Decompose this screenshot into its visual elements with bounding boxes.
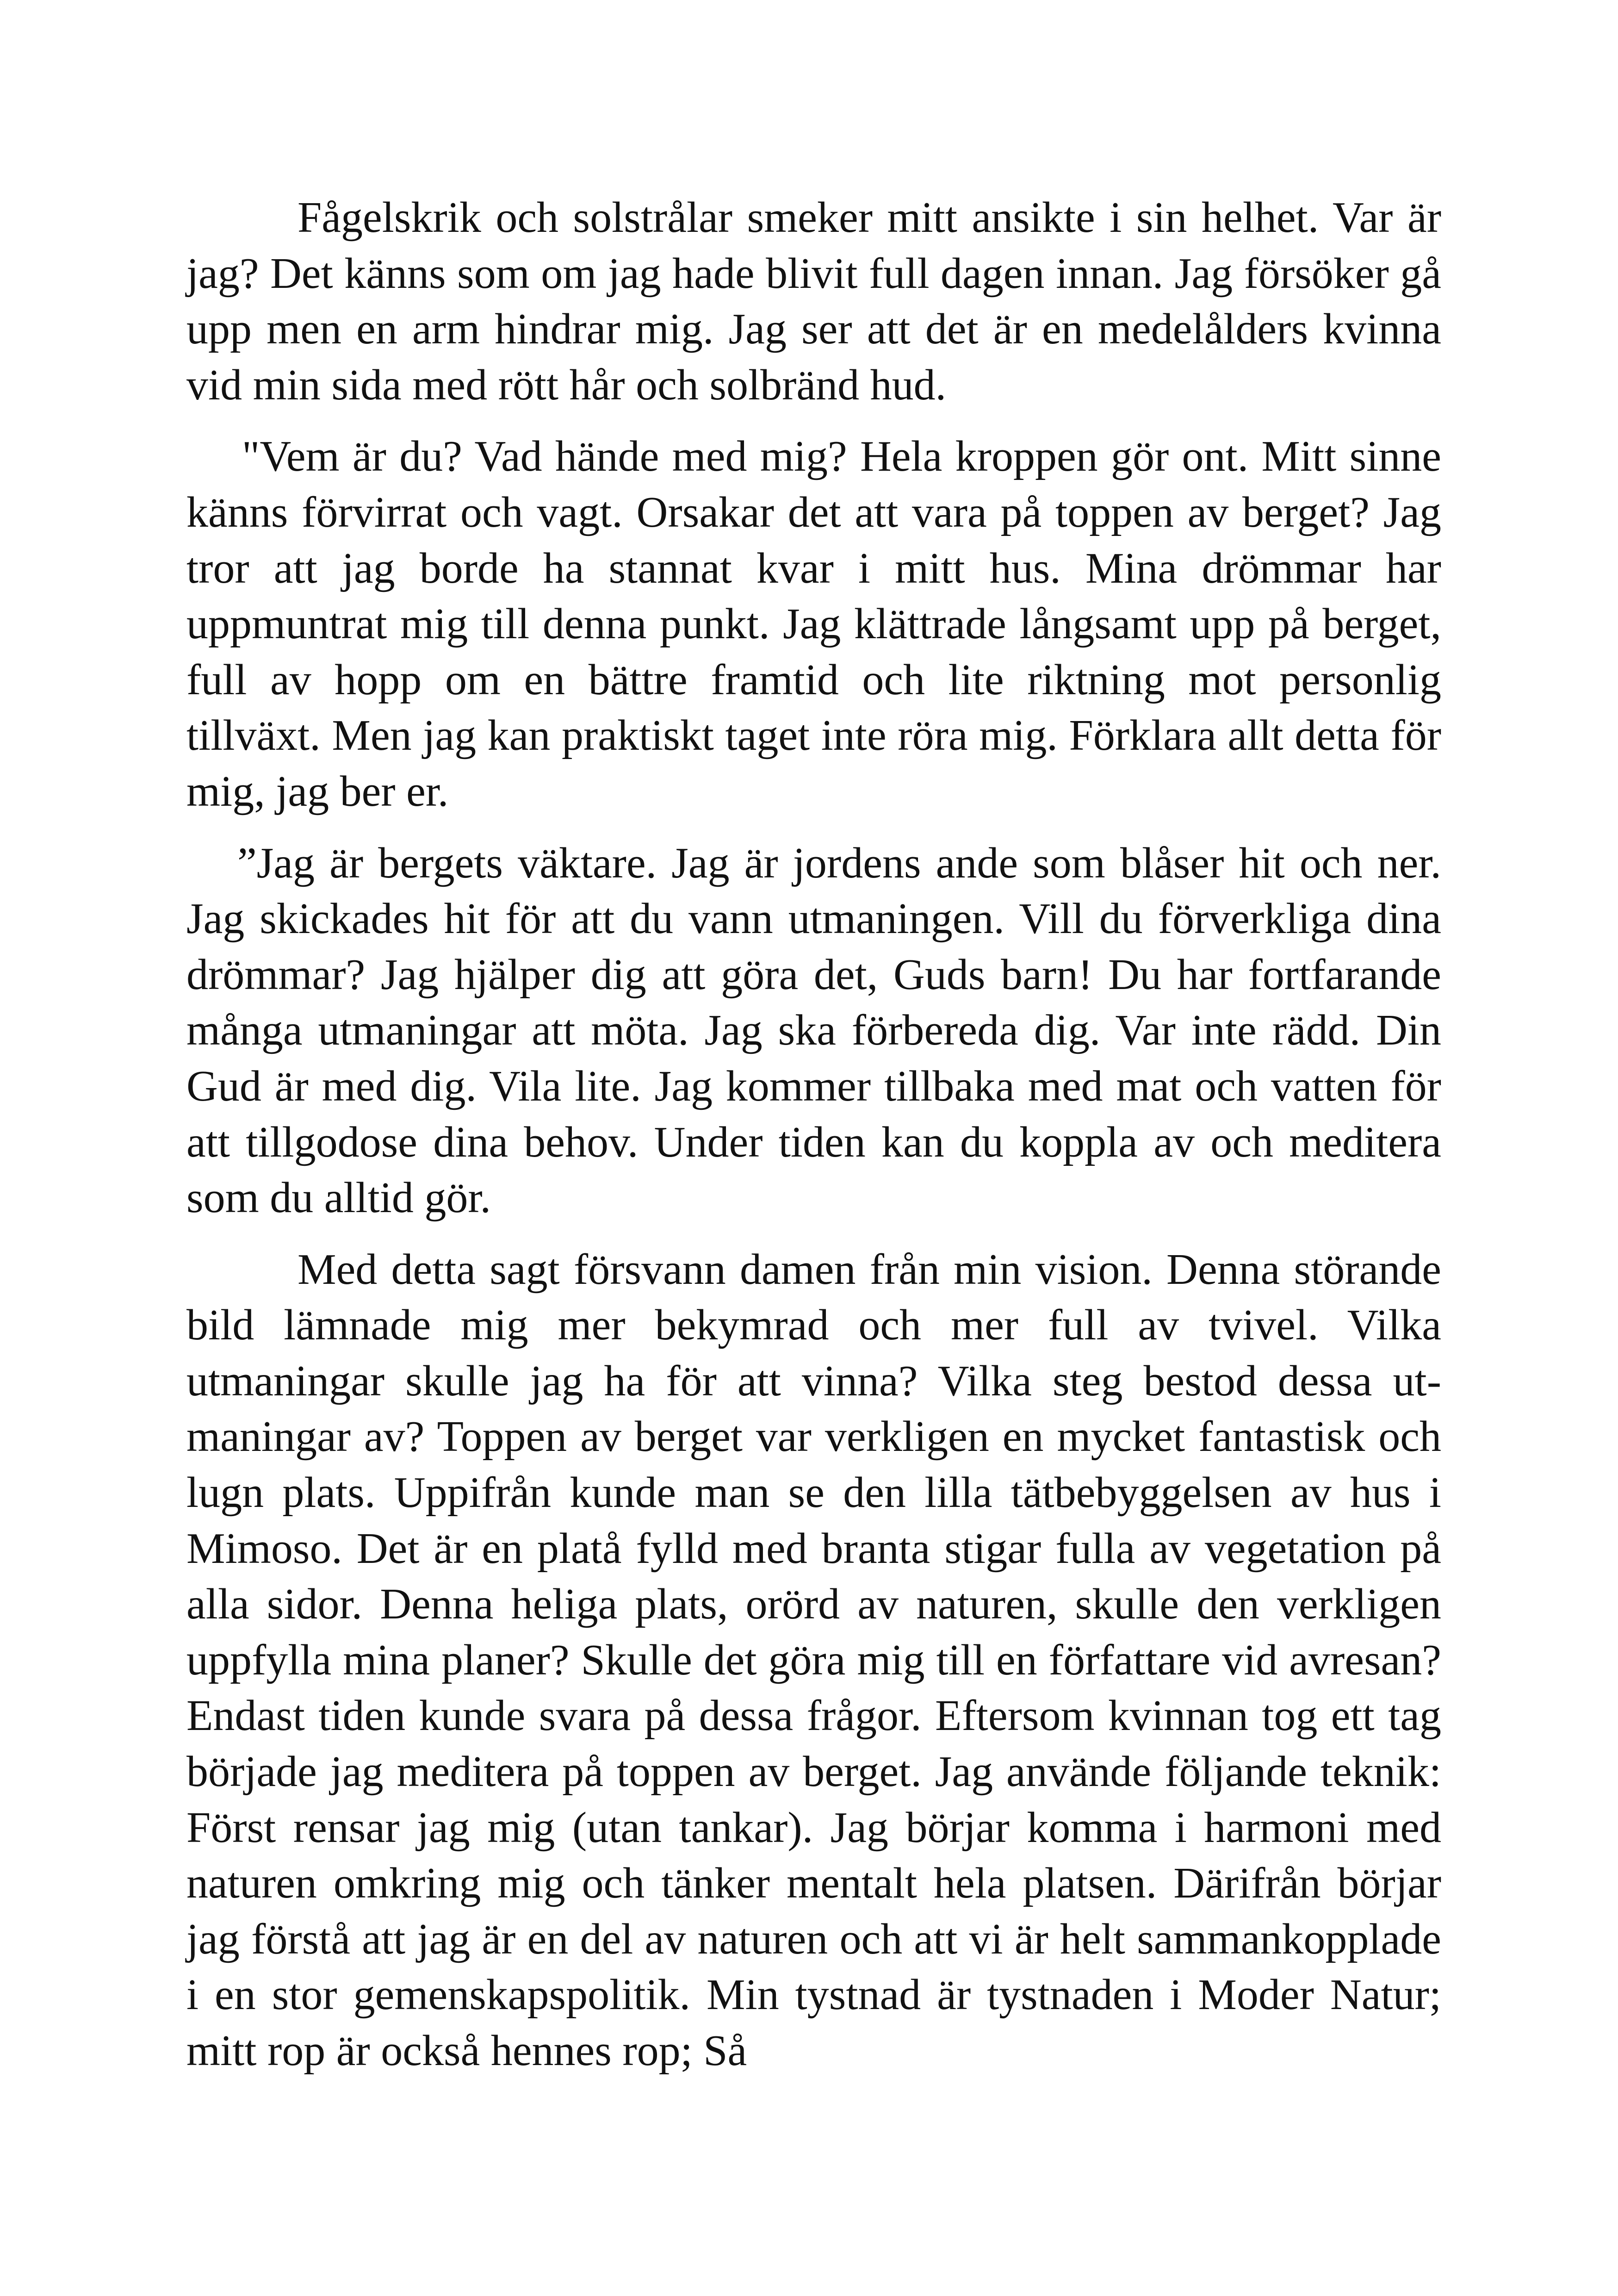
- body-text: [186, 190, 1441, 2079]
- paragraph-2: "Vem är du? Vad hände med mig? Hela kroppen gör ont. Mitt sinne känns förvirrat och vagt. Orsakar det att vara på toppen av berget? Jag tror att jag borde ha stannat kvar i mitt hus. Mina drömmar har uppmuntrat mig till denna punkt. Jag klättrade långsamt upp på berget, full av hopp om en bättre framtid och lite riktning mot personlig tillväxt. Men jag kan praktiskt taget inte röra mig. Förklara allt detta för mig, jag ber er.: [186, 432, 1441, 815]
- paragraph-1: Fågelskrik och solstrålar smeker mitt ansikte i sin helhet. Var är jag? Det känns som om jag hade blivit full dagen innan. Jag försöker gå upp men en arm hindrar mig. Jag ser att det är en medelålders kvinna vid min sida med rött hår och solbränd hud.: [186, 193, 1441, 409]
- paragraph-3: ”Jag är bergets väktare. Jag är jordens ande som blåser hit och ner. Jag skickades hit för att du vann utmaningen. Vill du förverkliga dina drömmar? Jag hjälper dig att göra det, Guds barn! Du har fortfarande många utmaningar att möta. Jag ska förbereda dig. Var inte rädd. Din Gud är med dig. Vila lite. Jag kommer tillbaka med mat och vatten för att tillgodose dina behov. Under tiden kan du koppla av och meditera som du alltid gör.: [186, 839, 1441, 1222]
- paragraph-4: Med detta sagt försvann damen från min vision. Denna störande bild lämnade mig mer bekymrad och mer full av tvivel. Vilka utmaningar skulle jag ha för att vinna? Vilka steg bestod dessa utmaningar av? Toppen av berget var verkligen en mycket fantastisk och lugn plats. Uppifrån kunde man se den lilla tätbebyggelsen av hus i Mimoso. Det är en platå fylld med branta stigar fulla av vegetation på alla sidor. Denna heliga plats, orörd av naturen, skulle den verkligen uppfylla mina planer? Skulle det göra mig till en författare vid avresan? Endast tiden kunde svara på dessa frågor. Eftersom kvinnan tog ett tag började jag meditera på toppen av berget. Jag använde följande teknik: Först rensar jag mig (utan tankar). Jag börjar komma i harmoni med naturen omkring mig och tänker mentalt hela platsen. Därifrån börjar jag förstå att jag är en del av naturen och att vi är helt sammankopplade i en stor gemenskapspolitik. Min tystnad är tystnaden i Moder Natur; mitt rop är också hennes rop; Så: [186, 1245, 1441, 2075]
